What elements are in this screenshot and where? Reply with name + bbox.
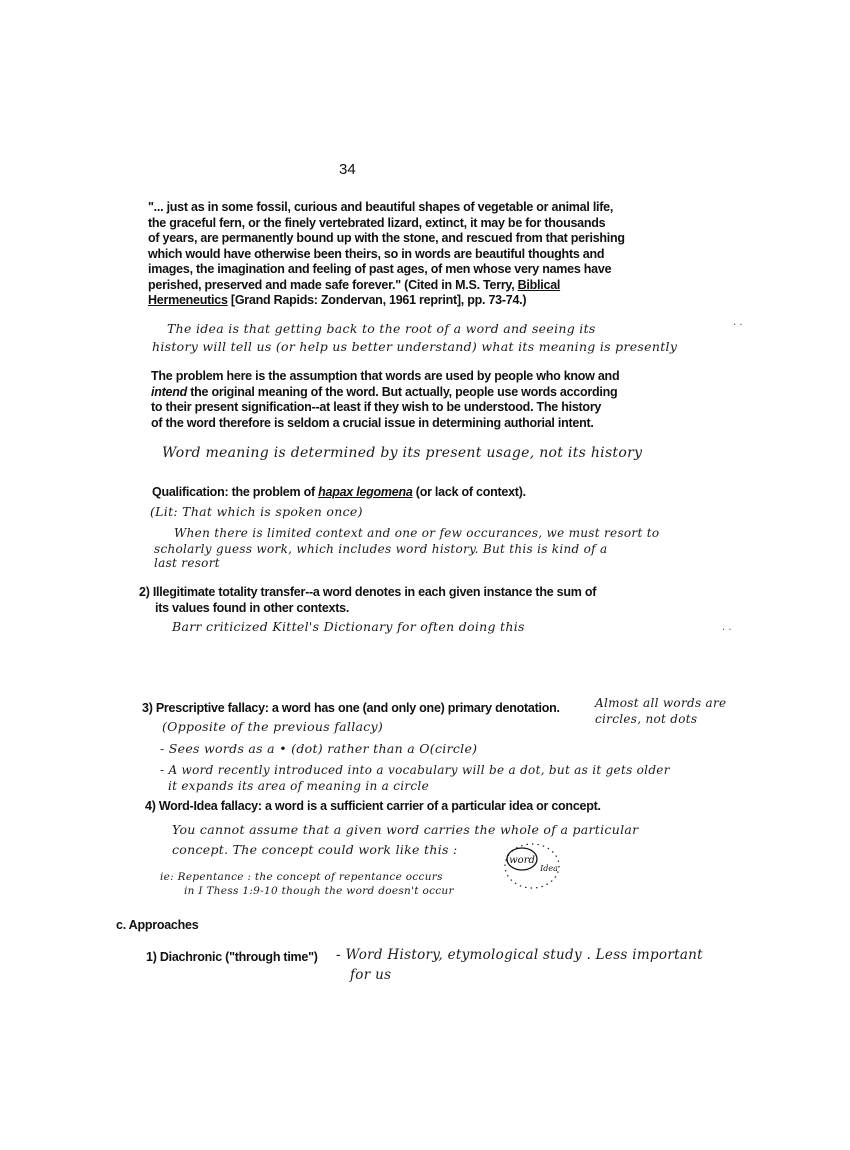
- paragraph-line: [151, 385, 619, 401]
- word-label: word: [509, 855, 535, 866]
- note-line: circles, not dots: [595, 712, 698, 726]
- quote-line: images, the imagination and feeling of past ages, of men whose very names have: [148, 262, 612, 276]
- item-word-idea-fallacy: 4) Word-Idea fallacy: a word is a sufficient carrier of a particular idea or concept.: [145, 799, 601, 813]
- item-diachronic: 1) Diachronic ("through time"): [146, 950, 318, 964]
- note-line: You cannot assume that a given word carries the whole of a particular: [172, 822, 639, 837]
- problem-paragraph: [151, 369, 619, 431]
- book-title: Biblical: [517, 277, 561, 292]
- quote-citation-text: [Grand Rapids: Zondervan, 1961 reprint], pp. 73-74.): [227, 293, 527, 307]
- handwritten-note-opposite: (Opposite of the previous fallacy): [162, 719, 384, 734]
- note-line: ie: Repentance : the concept of repentance occurs: [160, 871, 443, 883]
- quote-line: of years, are permanently bound up with the stone, and rescued from that perishing: [148, 231, 625, 245]
- handwritten-note-repentance: [160, 870, 454, 898]
- handwritten-note-context: [154, 525, 660, 570]
- emphasis-word: intend: [151, 384, 187, 399]
- qualification-line: [152, 485, 526, 501]
- quote-citation-line: [148, 278, 625, 294]
- note-line: When there is limited context and one or few occurances, we must resort to: [174, 526, 660, 540]
- note-line: - Word History, etymological study . Less important: [336, 947, 703, 963]
- margin-mark: · ·: [722, 625, 732, 636]
- item-illegitimate-totality-transfer: [139, 585, 596, 616]
- note-line: it expands its area of meaning in a circle: [168, 779, 429, 793]
- paragraph-line: to their present signification--at least if they wish to be understood. The history: [151, 400, 602, 414]
- qualification-text: (or lack of context).: [412, 485, 526, 499]
- qualification-text: Qualification: the problem of: [152, 485, 319, 499]
- item-prescriptive-fallacy: 3) Prescriptive fallacy: a word has one (and only one) primary denotation.: [142, 701, 560, 715]
- quote-citation-line: [148, 293, 625, 309]
- section-heading-approaches: c. Approaches: [116, 918, 199, 932]
- handwritten-note-sees: - Sees words as a • (dot) rather than a O(circle): [160, 741, 478, 756]
- note-line: scholarly guess work, which includes word history. But this is kind of a: [154, 542, 608, 556]
- paragraph-line: of the word therefore is seldom a crucial issue in determining authorial intent.: [151, 415, 594, 430]
- note-line: in I Thess 1:9-10 though the word doesn't occur: [184, 885, 454, 897]
- handwritten-margin-note: [595, 695, 726, 727]
- paragraph-line: The problem here is the assumption that words are used by people who know and: [151, 369, 620, 383]
- note-line: - A word recently introduced into a vocabulary will be a dot, but as it gets older: [160, 763, 670, 777]
- idea-label: Idea: [540, 864, 558, 873]
- word-idea-diagram: [500, 838, 570, 898]
- paragraph-text: the original meaning of the word. But actually, people use words according: [187, 384, 618, 399]
- note-line: Almost all words are: [595, 696, 727, 710]
- book-title: Hermeneutics: [148, 293, 228, 307]
- note-line: concept. The concept could work like this :: [172, 842, 458, 857]
- handwritten-note-barr: Barr criticized Kittel's Dictionary for often doing this: [172, 619, 525, 634]
- note-line: The idea is that getting back to the root of a word and seeing its: [167, 321, 596, 336]
- quote-line: which would have otherwise been theirs, so in words are beautiful thoughts and: [148, 246, 605, 261]
- item-line: its values found in other contexts.: [155, 600, 350, 615]
- item-line: 2) Illegitimate totality transfer--a word denotes in each given instance the sum of: [139, 585, 597, 599]
- note-line: last resort: [154, 556, 220, 570]
- handwritten-note-recent: [160, 762, 670, 794]
- hapax-term: hapax legomena: [318, 485, 413, 499]
- margin-mark: · ·: [733, 320, 743, 331]
- handwritten-note-idea: [152, 321, 678, 355]
- note-line: for us: [350, 967, 392, 983]
- quote-block: [148, 200, 625, 309]
- handwritten-note-lit: (Lit: That which is spoken once): [150, 504, 363, 519]
- page-number: 34: [339, 161, 356, 178]
- quote-citation-text: perished, preserved and made safe forever." (Cited in M.S. Terry,: [148, 277, 518, 292]
- quote-line: "... just as in some fossil, curious and beautiful shapes of vegetable or animal life,: [148, 200, 614, 214]
- handwritten-note-usage: Word meaning is determined by its present usage, not its history: [162, 445, 643, 461]
- note-line: history will tell us (or help us better understand) what its meaning is presently: [152, 339, 678, 354]
- quote-line: the graceful fern, or the finely vertebrated lizard, extinct, it may be for thousands: [148, 215, 606, 230]
- handwritten-note-diachronic: [336, 945, 703, 985]
